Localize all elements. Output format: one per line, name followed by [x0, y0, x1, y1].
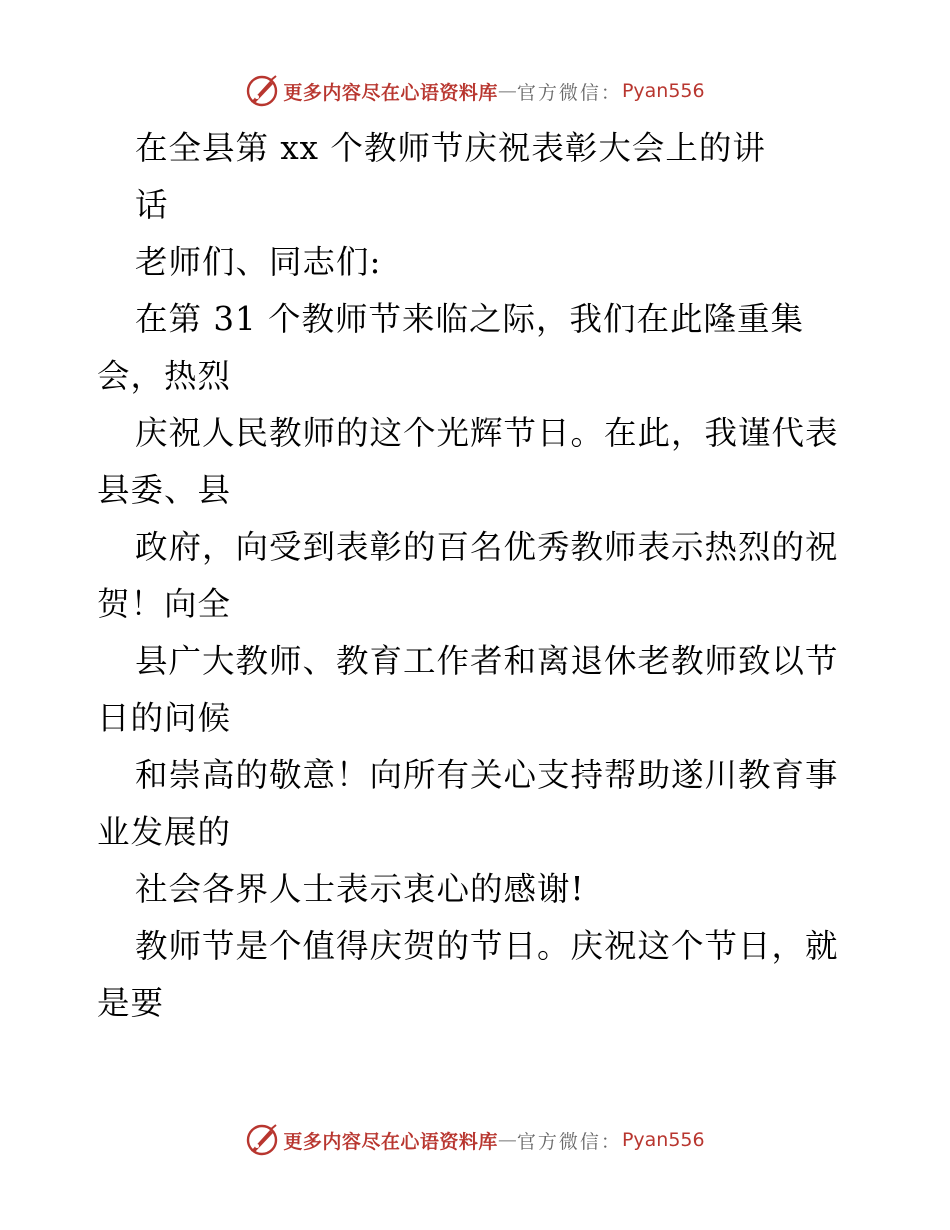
paragraph-line: 日的问候 [97, 699, 232, 737]
footer-dash: — [497, 1129, 517, 1151]
title-line-2: 话 [135, 186, 169, 224]
title-line-1: 在全县第 xx 个教师节庆祝表彰大会上的讲 [135, 129, 766, 167]
quill-pen-logo-icon [245, 74, 279, 108]
footer-brand-text: 更多内容尽在心语资料库 [283, 1130, 498, 1153]
paragraph-line: 县广大教师、教育工作者和离退休老教师致以节 [135, 642, 839, 680]
footer-official-label: 官方微信： [516, 1130, 622, 1153]
header-wechat-id: Pyan556 [621, 80, 705, 102]
paragraph-line: 在第 31 个教师节来临之际，我们在此隆重集 [135, 300, 805, 338]
footer-banner [0, 1120, 950, 1160]
paragraph-line: 社会各界人士表示衷心的感谢! [135, 870, 585, 908]
paragraph-line: 业发展的 [97, 813, 232, 851]
paragraph-line: 政府，向受到表彰的百名优秀教师表示热烈的祝 [135, 528, 839, 566]
paragraph-line: 贺！向全 [97, 585, 232, 623]
paragraph-line: 庆祝人民教师的这个光辉节日。在此，我谨代表 [135, 414, 839, 452]
document-body [97, 120, 857, 1032]
paragraph-line: 县委、县 [97, 471, 232, 509]
footer-wechat-id: Pyan556 [621, 1129, 705, 1151]
salutation: 老师们、同志们: [135, 243, 382, 281]
header-banner [0, 71, 950, 111]
header-brand-text: 更多内容尽在心语资料库 [283, 81, 498, 104]
paragraph-line: 教师节是个值得庆贺的节日。庆祝这个节日，就 [135, 927, 839, 965]
quill-pen-logo-icon [245, 1123, 279, 1157]
header-official-label: 官方微信： [516, 81, 622, 104]
paragraph-line: 是要 [97, 984, 165, 1022]
header-dash: — [497, 80, 517, 102]
paragraph-line: 和崇高的敬意！向所有关心支持帮助遂川教育事 [135, 756, 839, 794]
paragraph-line: 会，热烈 [97, 357, 232, 395]
